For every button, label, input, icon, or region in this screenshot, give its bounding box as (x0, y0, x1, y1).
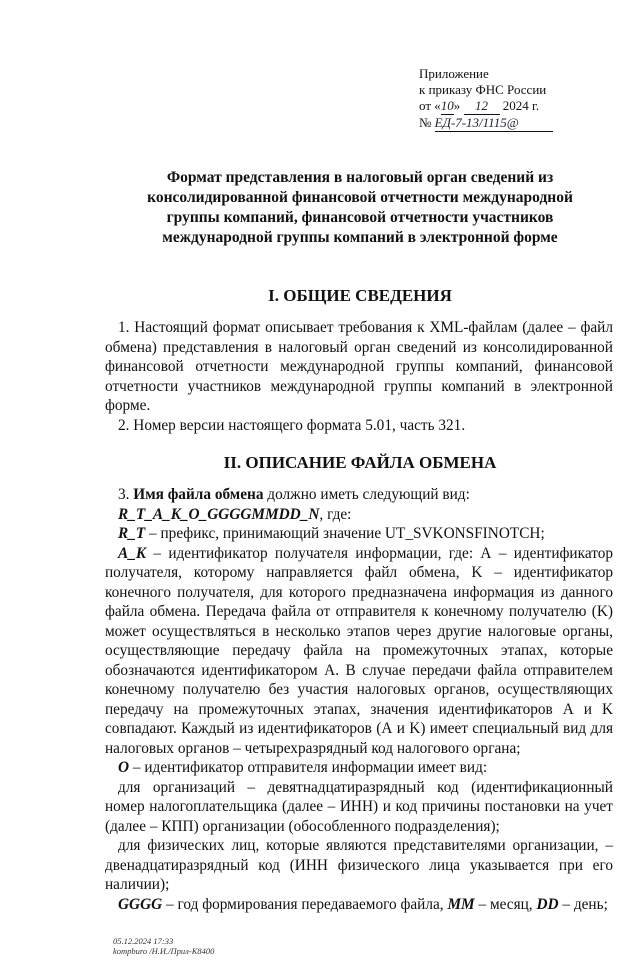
order-reference: к приказу ФНС России (419, 82, 547, 97)
paragraph-individuals: для физических лиц, которые являются представителями организации, – двенадцатиразрядный код (ИНН физического лица указывается при его наличии); (105, 837, 613, 893)
paragraph-organizations: для организаций – девятнадцатиразрядный код (идентификационный номер налогоплательщика (далее – ИНН) и код причины постановки на учет (далее – КПП) организации (обособленного подразделения); (105, 778, 613, 835)
section-1-body (105, 318, 613, 435)
handwritten-day: 10 (440, 98, 454, 113)
print-timestamp: 05.12.2024 17:33 (113, 936, 174, 946)
paragraph-3: 3. Имя файла обмена должно иметь следующий вид: (118, 486, 470, 503)
handwritten-month: 12 (464, 98, 500, 115)
order-number (419, 115, 613, 132)
paragraph-filename-pattern: R_T_A_K_O_GGGGMMDD_N, где: (118, 505, 352, 523)
date-prefix: от « (419, 98, 441, 113)
date-mid: » (453, 98, 461, 113)
section-1-heading: I. ОБЩИЕ СВЕДЕНИЯ (268, 286, 452, 305)
title-line: группы компаний, финансовой отчетности участников (166, 209, 554, 226)
print-footer (113, 936, 613, 956)
handwritten-number: ЕД-7-13/1115@ (435, 115, 553, 132)
appendix-header (419, 66, 613, 132)
date-year: 2024 г. (502, 98, 540, 113)
paragraph-recipient: A_K – идентификатор получателя информации, где: А – идентификатор получателя, которому направляется файл обмена, K – идентификатор конечного получателя, для которого предназначена информация из данного файла обмена. Передача файла от отправителя к конечному получателю (K) может осуществляться в несколько этапов через другие налоговые органы, осуществляющие передачу файла на промежуточных этапах, которые обозначаются идентификатором А. В случае передачи файла отправителем конечному получателю без участия налоговых органов, осуществляющих передачу на промежуточных этапах, значения идентификаторов А и K совпадают. Каждый из идентификаторов (А и K) имеет специальный вид для налоговых органов – четырехразрядный код налогового органа; (105, 544, 613, 757)
paragraph-prefix: R_T – префикс, принимающий значение UT_SVKONSFINOTCH; (118, 525, 545, 542)
paragraph-1: 1. Настоящий формат описывает требования к XML-файлам (далее – файл обмена) представления в налоговый орган сведений из консолидированной финансовой отчетности международной группы компаний, финансовой отчетности участников международной группы компаний в электронной форме. (105, 319, 613, 414)
document-title (100, 168, 620, 248)
paragraph-sender: O – идентификатор отправителя информации имеет вид: (118, 759, 488, 776)
title-line: консолидированной финансовой отчетности международной (147, 189, 573, 206)
number-prefix: № (419, 115, 432, 130)
order-date (419, 98, 613, 115)
title-line: международной группы компаний в электронной форме (162, 229, 558, 246)
paragraph-date: GGGG – год формирования передаваемого файла, MM – месяц, DD – день; (118, 895, 608, 913)
section-2-body (105, 485, 613, 914)
appendix-label: Приложение (419, 66, 489, 81)
title-line: Формат представления в налоговый орган сведений из (166, 169, 554, 186)
section-2-heading: II. ОПИСАНИЕ ФАЙЛА ОБМЕНА (223, 453, 497, 472)
paragraph-2: 2. Номер версии настоящего формата 5.01, часть 321. (118, 416, 466, 434)
file-reference: kompburo /Н.И./Прил-К8400 (113, 946, 215, 956)
